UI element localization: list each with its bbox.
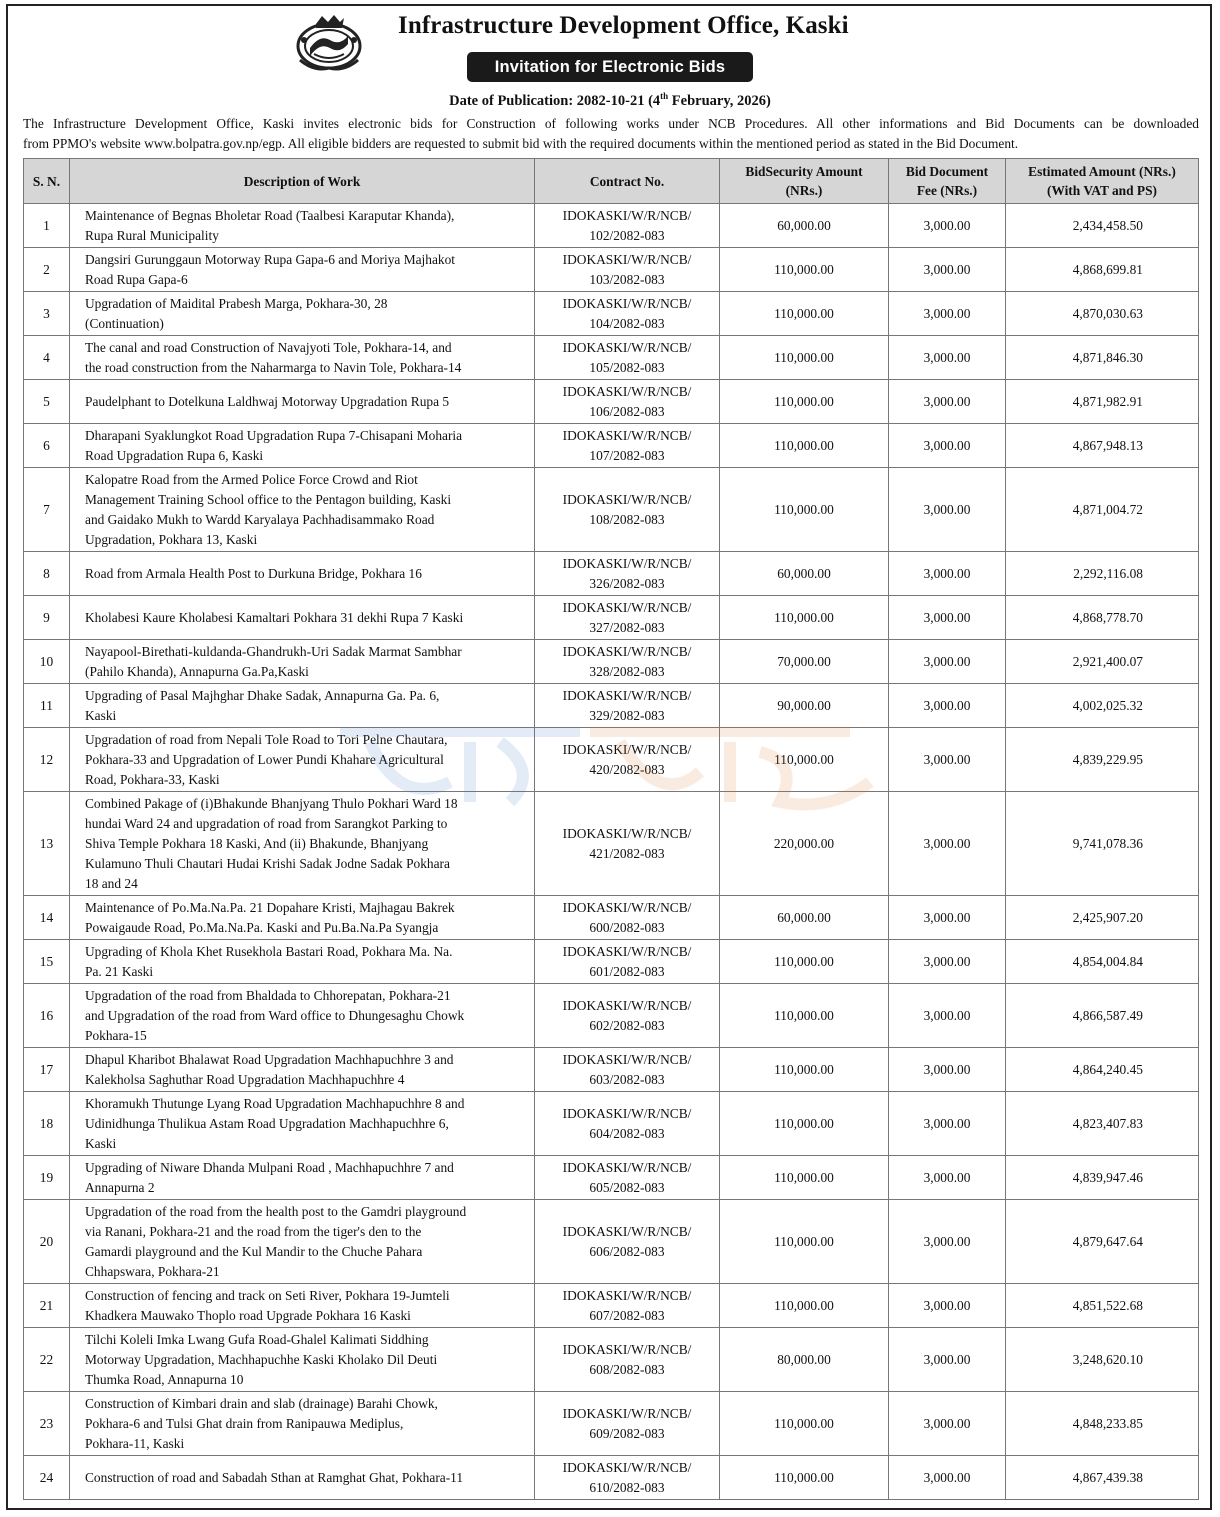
cell-bid-doc-fee: 3,000.00 [889,792,1006,896]
description-line: Tilchi Koleli Imka Lwang Gufa Road-Ghalel Kalimati Siddhing [85,1331,429,1347]
header-bid-security: BidSecurity Amount (NRs.) [720,159,889,204]
cell-description [70,1048,535,1092]
description-line: Pokhara-33 and Upgradation of Lower Pundi Khahare Agricultural [85,751,444,767]
description-line: Upgrading of Niware Dhanda Mulpani Road , Machhapuchhre 7 and [85,1159,454,1175]
description-line: Construction of fencing and track on Seti River, Pokhara 19-Jumteli [85,1287,450,1303]
table-header-row [24,159,1199,204]
cell-bid-doc-fee: 3,000.00 [889,1328,1006,1392]
cell-contract-no [535,940,720,984]
table-row [24,596,1199,640]
cell-bid-doc-fee: 3,000.00 [889,248,1006,292]
cell-contract-no [535,1392,720,1456]
cell-estimated-amount: 4,879,647.64 [1006,1200,1199,1284]
description-line: Road Rupa Gapa-6 [85,271,188,287]
contract-no-line: IDOKASKI/W/R/NCB/ [562,491,692,507]
table-row [24,204,1199,248]
description-line: Kulamuno Thuli Chautari Hudai Krishi Sadak Jodne Sadak Pokhara [85,855,450,871]
cell-estimated-amount: 2,921,400.07 [1006,640,1199,684]
cell-bid-security: 110,000.00 [720,728,889,792]
cell-contract-no [535,1200,720,1284]
cell-sn: 24 [24,1456,70,1500]
contract-no-line: 106/2082-083 [589,403,665,419]
contract-no-line: IDOKASKI/W/R/NCB/ [562,207,692,223]
cell-description [70,468,535,552]
cell-bid-doc-fee: 3,000.00 [889,292,1006,336]
cell-bid-security: 110,000.00 [720,1284,889,1328]
cell-contract-no [535,336,720,380]
description-line: Gamardi playground and the Kul Mandir to the Chuche Pahara [85,1243,423,1259]
contract-no-line: IDOKASKI/W/R/NCB/ [562,599,692,615]
table-row [24,728,1199,792]
description-line: Pokhara-15 [85,1027,147,1043]
cell-bid-doc-fee: 3,000.00 [889,1048,1006,1092]
contract-no-line: IDOKASKI/W/R/NCB/ [562,1051,692,1067]
cell-bid-security: 220,000.00 [720,792,889,896]
contract-no-line: 328/2082-083 [589,663,665,679]
cell-sn: 6 [24,424,70,468]
header-description: Description of Work [70,159,535,204]
cell-bid-security: 90,000.00 [720,684,889,728]
contract-no-line: 329/2082-083 [589,707,665,723]
contract-no-line: 603/2082-083 [589,1071,665,1087]
cell-bid-doc-fee: 3,000.00 [889,380,1006,424]
description-line: Motorway Upgradation, Machhapuchhe Kaski Kholako Dil Deuti [85,1351,438,1367]
cell-bid-security: 110,000.00 [720,984,889,1048]
table-row [24,984,1199,1048]
contract-no-line: 605/2082-083 [589,1179,665,1195]
cell-bid-security: 110,000.00 [720,940,889,984]
cell-contract-no [535,896,720,940]
cell-bid-doc-fee: 3,000.00 [889,684,1006,728]
cell-bid-doc-fee: 3,000.00 [889,424,1006,468]
cell-contract-no [535,424,720,468]
description-line: Upgradation, Pokhara 13, Kaski [85,531,258,547]
contract-no-line: IDOKASKI/W/R/NCB/ [562,339,692,355]
contract-no-line: IDOKASKI/W/R/NCB/ [562,1223,692,1239]
description-line: Shiva Temple Pokhara 18 Kaski, And (ii) Bhakunde, Bhanjyang [85,835,429,851]
table-row [24,896,1199,940]
cell-contract-no [535,248,720,292]
bid-table-body [24,204,1199,1500]
cell-sn: 4 [24,336,70,380]
contract-no-line: 610/2082-083 [589,1479,665,1495]
cell-contract-no [535,552,720,596]
cell-bid-security: 110,000.00 [720,292,889,336]
contract-no-line: 108/2082-083 [589,511,665,527]
intro-paragraph-line-2: from PPMO's website www.bolpatra.gov.np/egp. All eligible bidders are requested to submit bid with the required documents within the mentioned period as stated in the Bid Document. [23,136,1019,151]
cell-description [70,596,535,640]
cell-bid-security: 60,000.00 [720,552,889,596]
description-line: Maintenance of Po.Ma.Na.Pa. 21 Dopahare Kristi, Majhagau Bakrek [85,899,455,915]
table-row [24,1092,1199,1156]
cell-estimated-amount: 4,867,948.13 [1006,424,1199,468]
cell-estimated-amount: 4,871,846.30 [1006,336,1199,380]
cell-contract-no [535,984,720,1048]
cell-description [70,1328,535,1392]
intro-paragraph-line-1: The Infrastructure Development Office, Kaski invites electronic bids for Construction of following works under NCB Procedures. All other informations and Bid Documents can be downloaded [23,116,1199,131]
description-line: Upgrading of Khola Khet Rusekhola Bastari Road, Pokhara Ma. Na. [85,943,453,959]
cell-description [70,984,535,1048]
cell-sn: 2 [24,248,70,292]
description-line: Khadkera Mauwako Thoplo road Upgrade Pokhara 16 Kaski [85,1307,411,1323]
contract-no-line: 609/2082-083 [589,1425,665,1441]
cell-estimated-amount: 4,871,004.72 [1006,468,1199,552]
cell-description [70,552,535,596]
cell-bid-doc-fee: 3,000.00 [889,336,1006,380]
description-line: (Continuation) [85,315,164,331]
contract-no-line: 600/2082-083 [589,919,665,935]
cell-sn: 22 [24,1328,70,1392]
cell-sn: 17 [24,1048,70,1092]
cell-bid-doc-fee: 3,000.00 [889,728,1006,792]
description-line: Kaski [85,1135,117,1151]
table-row [24,380,1199,424]
cell-bid-doc-fee: 3,000.00 [889,1200,1006,1284]
cell-bid-security: 70,000.00 [720,640,889,684]
contract-no-line: 608/2082-083 [589,1361,665,1377]
cell-contract-no [535,204,720,248]
cell-estimated-amount: 4,839,229.95 [1006,728,1199,792]
contract-no-line: IDOKASKI/W/R/NCB/ [562,555,692,571]
cell-bid-security: 110,000.00 [720,1092,889,1156]
cell-estimated-amount: 4,848,233.85 [1006,1392,1199,1456]
cell-bid-security: 110,000.00 [720,380,889,424]
cell-bid-doc-fee: 3,000.00 [889,940,1006,984]
cell-bid-doc-fee: 3,000.00 [889,468,1006,552]
cell-sn: 3 [24,292,70,336]
description-line: Upgrading of Pasal Majhghar Dhake Sadak, Annapurna Ga. Pa. 6, [85,687,440,703]
cell-sn: 18 [24,1092,70,1156]
cell-contract-no [535,1328,720,1392]
description-line: Kholabesi Kaure Kholabesi Kamaltari Pokhara 31 dekhi Rupa 7 Kaski [85,609,464,625]
table-row [24,792,1199,896]
description-line: Khoramukh Thutunge Lyang Road Upgradation Machhapuchhre 8 and [85,1095,465,1111]
contract-no-line: 420/2082-083 [589,761,665,777]
cell-bid-security: 80,000.00 [720,1328,889,1392]
cell-sn: 5 [24,380,70,424]
cell-sn: 21 [24,1284,70,1328]
description-line: Rupa Rural Municipality [85,227,219,243]
contract-no-line: IDOKASKI/W/R/NCB/ [562,643,692,659]
cell-estimated-amount: 3,248,620.10 [1006,1328,1199,1392]
cell-description [70,728,535,792]
cell-estimated-amount: 4,823,407.83 [1006,1092,1199,1156]
contract-no-line: 104/2082-083 [589,315,665,331]
cell-contract-no [535,1156,720,1200]
government-emblem-icon [294,10,364,72]
cell-bid-security: 110,000.00 [720,1156,889,1200]
description-line: and Gaidako Mukh to Wardd Karyalaya Pachhadisammako Road [85,511,435,527]
cell-contract-no [535,468,720,552]
description-line: Road from Armala Health Post to Durkuna Bridge, Pokhara 16 [85,565,422,581]
description-line: Upgradation of the road from the health post to the Gamdri playground [85,1203,467,1219]
table-row [24,468,1199,552]
cell-sn: 8 [24,552,70,596]
contract-no-line: 103/2082-083 [589,271,665,287]
cell-bid-doc-fee: 3,000.00 [889,1392,1006,1456]
table-row [24,940,1199,984]
contract-no-line: IDOKASKI/W/R/NCB/ [562,825,692,841]
description-line: Chhapswara, Pokhara-21 [85,1263,220,1279]
contract-no-line: 107/2082-083 [589,447,665,463]
contract-no-line: IDOKASKI/W/R/NCB/ [562,251,692,267]
notice-type-banner: Invitation for Electronic Bids [467,52,753,82]
contract-no-line: 421/2082-083 [589,845,665,861]
cell-bid-security: 60,000.00 [720,896,889,940]
table-row [24,640,1199,684]
cell-description [70,792,535,896]
contract-no-line: 105/2082-083 [589,359,665,375]
cell-bid-security: 110,000.00 [720,1392,889,1456]
description-line: Road Upgradation Rupa 6, Kaski [85,447,264,463]
description-line: Kalekholsa Saghuthar Road Upgradation Machhapuchhre 4 [85,1071,405,1087]
contract-no-line: IDOKASKI/W/R/NCB/ [562,899,692,915]
cell-contract-no [535,1048,720,1092]
contract-no-line: IDOKASKI/W/R/NCB/ [562,943,692,959]
description-line: Pokhara-6 and Tulsi Ghat drain from Ranipauwa Mediplus, [85,1415,404,1431]
cell-description [70,380,535,424]
cell-contract-no [535,1284,720,1328]
cell-description [70,1092,535,1156]
notice-header [0,0,1220,112]
cell-sn: 23 [24,1392,70,1456]
description-line: Udinidhunga Thulikua Astam Road Upgradation Machhapuchhre 6, [85,1115,449,1131]
table-row [24,1200,1199,1284]
description-line: Nayapool-Birethati-kuldanda-Ghandrukh-Uri Sadak Marmat Sambhar [85,643,462,659]
cell-bid-doc-fee: 3,000.00 [889,984,1006,1048]
cell-bid-security: 110,000.00 [720,336,889,380]
table-row [24,1456,1199,1500]
cell-contract-no [535,380,720,424]
cell-bid-doc-fee: 3,000.00 [889,1156,1006,1200]
header-sn: S. N. [24,159,70,204]
cell-contract-no [535,640,720,684]
cell-contract-no [535,292,720,336]
cell-estimated-amount: 4,871,982.91 [1006,380,1199,424]
description-line: Dharapani Syaklungkot Road Upgradation Rupa 7-Chisapani Moharia [85,427,463,443]
cell-sn: 7 [24,468,70,552]
cell-contract-no [535,728,720,792]
description-line: Dhapul Kharibot Bhalawat Road Upgradation Machhapuchhre 3 and [85,1051,454,1067]
cell-bid-security: 110,000.00 [720,1456,889,1500]
description-line: Paudelphant to Dotelkuna Laldhwaj Motorway Upgradation Rupa 5 [85,393,450,409]
header-bid-doc-fee: Bid Document Fee (NRs.) [889,159,1006,204]
cell-estimated-amount: 4,839,947.46 [1006,1156,1199,1200]
cell-description [70,248,535,292]
cell-bid-doc-fee: 3,000.00 [889,552,1006,596]
table-row [24,1392,1199,1456]
cell-bid-doc-fee: 3,000.00 [889,1456,1006,1500]
description-line: Maintenance of Begnas Bholetar Road (Taalbesi Karaputar Khanda), [85,207,455,223]
contract-no-line: IDOKASKI/W/R/NCB/ [562,1159,692,1175]
cell-estimated-amount: 9,741,078.36 [1006,792,1199,896]
contract-no-line: IDOKASKI/W/R/NCB/ [562,997,692,1013]
table-row [24,1048,1199,1092]
contract-no-line: IDOKASKI/W/R/NCB/ [562,1405,692,1421]
cell-bid-security: 60,000.00 [720,204,889,248]
cell-sn: 20 [24,1200,70,1284]
cell-bid-security: 110,000.00 [720,248,889,292]
contract-no-line: IDOKASKI/W/R/NCB/ [562,741,692,757]
contract-no-line: 327/2082-083 [589,619,665,635]
cell-bid-security: 110,000.00 [720,596,889,640]
contract-no-line: 326/2082-083 [589,575,665,591]
description-line: the road construction from the Naharmarga to Navin Tole, Pokhara-14 [85,359,462,375]
cell-sn: 14 [24,896,70,940]
cell-description [70,1156,535,1200]
cell-contract-no [535,1092,720,1156]
description-line: Upgradation of road from Nepali Tole Road to Tori Pelne Chautara, [85,731,448,747]
cell-estimated-amount: 4,868,699.81 [1006,248,1199,292]
cell-description [70,640,535,684]
contract-no-line: IDOKASKI/W/R/NCB/ [562,1341,692,1357]
table-row [24,552,1199,596]
cell-description [70,896,535,940]
description-line: Construction of Kimbari drain and slab (drainage) Barahi Chowk, [85,1395,438,1411]
table-row [24,336,1199,380]
contract-no-line: 102/2082-083 [589,227,665,243]
cell-estimated-amount: 2,425,907.20 [1006,896,1199,940]
description-line: The canal and road Construction of Navajyoti Tole, Pokhara-14, and [85,339,452,355]
cell-sn: 10 [24,640,70,684]
cell-description [70,292,535,336]
description-line: Kaski [85,707,117,723]
cell-estimated-amount: 4,868,778.70 [1006,596,1199,640]
description-line: Thumka Road, Annapurna 10 [85,1371,244,1387]
contract-no-line: IDOKASKI/W/R/NCB/ [562,383,692,399]
cell-description [70,940,535,984]
contract-no-line: 602/2082-083 [589,1017,665,1033]
description-line: Construction of road and Sabadah Sthan at Ramghat Ghat, Pokhara-11 [85,1469,464,1485]
cell-contract-no [535,596,720,640]
description-line: Upgradation of the road from Bhaldada to Chhorepatan, Pokhara-21 [85,987,451,1003]
contract-no-line: IDOKASKI/W/R/NCB/ [562,687,692,703]
contract-no-line: 606/2082-083 [589,1243,665,1259]
cell-estimated-amount: 2,434,458.50 [1006,204,1199,248]
cell-estimated-amount: 4,002,025.32 [1006,684,1199,728]
description-line: 18 and 24 [85,875,138,891]
description-line: hundai Ward 24 and upgradation of road from Sarangkot Parking to [85,815,448,831]
table-row [24,684,1199,728]
description-line: Annapurna 2 [85,1179,155,1195]
cell-sn: 16 [24,984,70,1048]
description-line: (Pahilo Khanda), Annapurna Ga.Pa,Kaski [85,663,309,679]
bid-table [23,158,1199,1500]
cell-estimated-amount: 4,854,004.84 [1006,940,1199,984]
cell-sn: 15 [24,940,70,984]
cell-bid-doc-fee: 3,000.00 [889,596,1006,640]
header-contract-no: Contract No. [535,159,720,204]
description-line: Kalopatre Road from the Armed Police Force Crowd and Riot [85,471,418,487]
description-line: via Ranani, Pokhara-21 and the road from the tiger's den to the [85,1223,422,1239]
contract-no-line: IDOKASKI/W/R/NCB/ [562,1459,692,1475]
contract-no-line: 601/2082-083 [589,963,665,979]
description-line: Combined Pakage of (i)Bhakunde Bhanjyang Thulo Pokhari Ward 18 [85,795,458,811]
table-row [24,1284,1199,1328]
cell-description [70,1392,535,1456]
description-line: and Upgradation of the road from Ward office to Dhungesaghu Chowk [85,1007,465,1023]
cell-estimated-amount: 4,870,030.63 [1006,292,1199,336]
cell-bid-security: 110,000.00 [720,468,889,552]
header-estimated-amount: Estimated Amount (NRs.) (With VAT and PS) [1006,159,1199,204]
contract-no-line: IDOKASKI/W/R/NCB/ [562,1287,692,1303]
contract-no-line: 607/2082-083 [589,1307,665,1323]
cell-description [70,1284,535,1328]
cell-sn: 9 [24,596,70,640]
table-row [24,424,1199,468]
description-line: Management Training School office to the Pentagon building, Kaski [85,491,452,507]
contract-no-line: IDOKASKI/W/R/NCB/ [562,427,692,443]
cell-sn: 1 [24,204,70,248]
cell-description [70,1200,535,1284]
cell-contract-no [535,792,720,896]
cell-bid-security: 110,000.00 [720,1048,889,1092]
table-row [24,1328,1199,1392]
cell-estimated-amount: 4,851,522.68 [1006,1284,1199,1328]
cell-sn: 13 [24,792,70,896]
cell-estimated-amount: 4,867,439.38 [1006,1456,1199,1500]
cell-description [70,336,535,380]
description-line: Pa. 21 Kaski [85,963,154,979]
cell-bid-doc-fee: 3,000.00 [889,1284,1006,1328]
cell-bid-security: 110,000.00 [720,424,889,468]
cell-description [70,1456,535,1500]
description-line: Dangsiri Gurunggaun Motorway Rupa Gapa-6 and Moriya Majhakot [85,251,456,267]
office-title: Infrastructure Development Office, Kaski [398,12,849,39]
contract-no-line: 604/2082-083 [589,1125,665,1141]
description-line: Powaigaude Road, Po.Ma.Na.Pa. Kaski and Pu.Ba.Na.Pa Syangja [85,919,439,935]
contract-no-line: IDOKASKI/W/R/NCB/ [562,1105,692,1121]
cell-description [70,684,535,728]
table-row [24,292,1199,336]
cell-estimated-amount: 4,864,240.45 [1006,1048,1199,1092]
description-line: Road, Pokhara-33, Kaski [85,771,220,787]
cell-bid-doc-fee: 3,000.00 [889,896,1006,940]
cell-sn: 19 [24,1156,70,1200]
cell-sn: 11 [24,684,70,728]
cell-bid-doc-fee: 3,000.00 [889,204,1006,248]
description-line: Upgradation of Maidital Prabesh Marga, Pokhara-30, 28 [85,295,388,311]
cell-bid-security: 110,000.00 [720,1200,889,1284]
cell-description [70,204,535,248]
cell-estimated-amount: 2,292,116.08 [1006,552,1199,596]
table-row [24,248,1199,292]
cell-estimated-amount: 4,866,587.49 [1006,984,1199,1048]
publication-date: Date of Publication: 2082-10-21 (4th February, 2026) [449,91,771,109]
description-line: Pokhara-11, Kaski [85,1435,185,1451]
cell-description [70,424,535,468]
cell-contract-no [535,684,720,728]
contract-no-line: IDOKASKI/W/R/NCB/ [562,295,692,311]
cell-contract-no [535,1456,720,1500]
table-row [24,1156,1199,1200]
cell-bid-doc-fee: 3,000.00 [889,1092,1006,1156]
cell-bid-doc-fee: 3,000.00 [889,640,1006,684]
cell-sn: 12 [24,728,70,792]
